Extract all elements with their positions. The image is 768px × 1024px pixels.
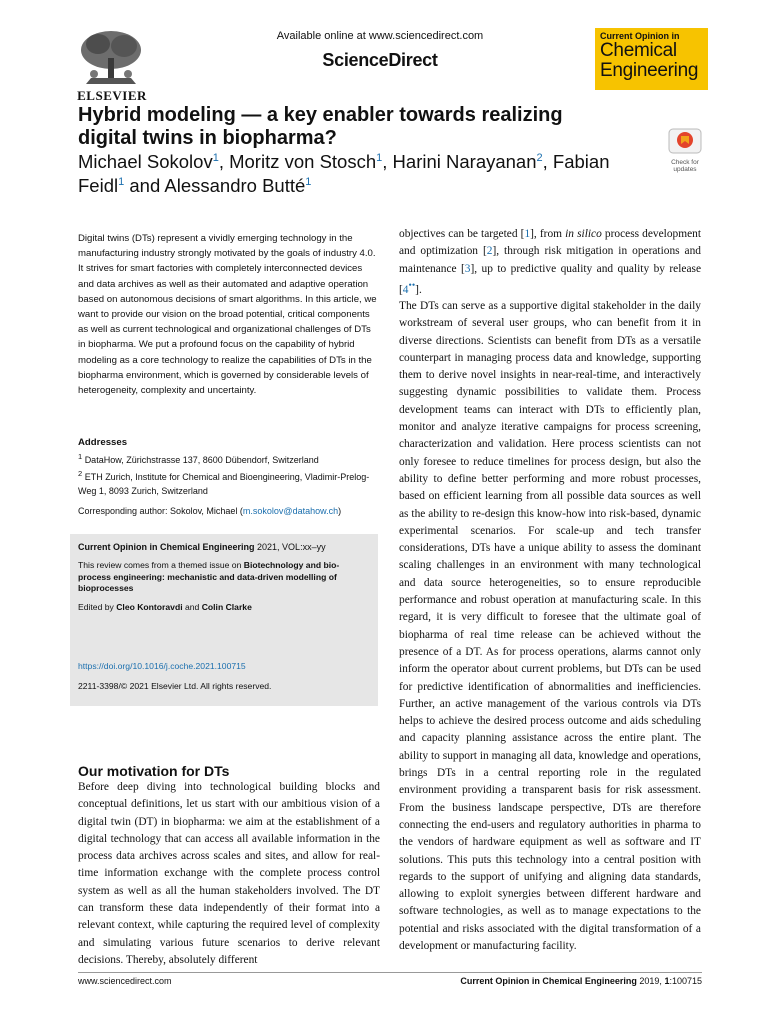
addresses-heading: Addresses [78, 437, 128, 448]
author-affiliation[interactable]: 1 [305, 175, 312, 188]
editor-1[interactable]: Cleo Kontoravdi [116, 602, 183, 612]
author-affiliation[interactable]: 1 [376, 151, 383, 164]
journal-logo-line1: Chemical [600, 40, 677, 61]
right-column-paragraph-1 [399, 226, 701, 299]
author-affiliation[interactable]: 1 [212, 151, 219, 164]
footer-divider [78, 972, 702, 973]
journal-logo-line2: Engineering [600, 60, 699, 81]
footer-citation [460, 976, 702, 986]
address-1-text: DataHow, Zürichstrasse 137, 8600 Dübendorf, Switzerland [84, 455, 319, 465]
citation-link-2[interactable]: 2 [486, 245, 493, 258]
section-heading: Our motivation for DTs [78, 763, 230, 779]
author-name[interactable]: Harini Narayanan [392, 151, 537, 172]
corresponding-email-link[interactable]: m.sokolov@datahow.ch [242, 506, 339, 516]
editor-2[interactable]: Colin Clarke [201, 602, 252, 612]
journal-logo[interactable] [595, 28, 708, 90]
author-name[interactable]: Alessandro Butté [164, 175, 306, 196]
p1-text-d: ], through risk mitigation in operations and maintenance [ [399, 245, 701, 275]
p1-text-e: ], up to predictive quality and quality by release [ [399, 262, 702, 296]
p1-text-a: objectives can be targeted [ [399, 228, 525, 240]
footer-article-number: :100715 [669, 976, 702, 986]
article-info-box [70, 534, 378, 706]
author-affiliation[interactable]: 2 [536, 151, 543, 164]
editor-join: and [182, 602, 202, 612]
box-journal-name: Current Opinion in Chemical Engineering [78, 542, 255, 552]
box-journal-line [78, 542, 326, 552]
left-column-paragraph: Before deep diving into technological building blocks and conceptual definitions, let us start with our ambitious vision of a digital twin (DT) in biopharma: we aim at the establishment of a digital technology that can access all available information in the process data archives across scales and sites, and allow for real-time information exchange with the complete process control system as well as all the human stakeholders involved. The DT can transform these data independently of their format into a relevant context, while capturing the required level of complexity and simulating various future scenarios to derive relevant decisions. Thereby, absolutely different [78, 781, 380, 966]
citation-link-3[interactable]: 3 [464, 262, 471, 275]
author-name[interactable]: Michael Sokolov [78, 151, 213, 172]
citation-link-4[interactable]: 4 [402, 283, 409, 296]
address-1: $^1$ DataHow, Zürichstrasse 137, 8600 Dübendorf, Switzerland [78, 452, 319, 465]
address-2-text: ETH Zurich, Institute for Chemical and Bioengineering, Vladimir-Prelog-Weg 1, 8093 Zurich, Switzerland [78, 472, 370, 496]
author-name[interactable]: Fabian Feidl [78, 151, 610, 196]
right-column-paragraph-2: The DTs can serve as a supportive digital stakeholder in the daily workstream of several user groups, who can benefit from it in diverse directions. Scientists can benefit from DTs as a versatile counterpart in managing process data and knowledge, supporting them to derive novel insights in near-real-time, and interactively suggesting dynamic possibilities to validate them. Process development teams can interact with DTs to efficiently plan, monitor and analyze iterative campaigns for process screening, characterization and validation. Here process scientists can not only foresee to reduce timelines for process design, but also the ability to define better performing and more robust processes, based on efficient learning from all possible data sources as well as the ability to re-design this know-how into risk-based, dynamic experimental scenarios. For scale-up and tech transfer considerations, DTs have a unique ability to assess the dominant scaling challenges in an environment with many technological and data source heterogeneities, so to ensure reproducible performance and robust operation at manufacturing scale. In this regard, it is very difficult to foresee that the ultimate goal of biopharma of real time release can be achieved without the presence of a DT. As for process operations, alarms cannot only inform the operator about current problems, but DTs can be used for predictive identification of abnormalities and inefficiencies. Further, an active management of the various controls via DTs helps to achieve the desired process outcome and aids scheduling and capacity planning assistance across the entire plant. The ability to support in managing all data, knowledge and operations, brings DTs in a central reporting role in the regulated environment providing a transparent basis for risk assessment. From the business landscape perspective, DTs are therefore connecting the end-users and regulatory authorities in pharma to the vendors of hardware equipment as well as software and IT solutions. This puts this technology into a central position with regards to the support of unifying and aligning data standards, allowing to exploit synergies between different hardware and software technologies, as well as to manage expectations to the potential and risks associated with the digital transformation of a development or manufacturing facility. [399, 300, 701, 952]
journal-logo-small: Current Opinion in [600, 31, 680, 41]
doi-link[interactable]: https://doi.org/10.1016/j.coche.2021.100715 [78, 661, 246, 671]
check-for-updates-badge[interactable] [668, 128, 702, 173]
address-2: $^2$ ETH Zurich, Institute for Chemical and Bioengineering, Vladimir-Prelog-Weg 1, 8093 Zurich, Switzerland [78, 469, 370, 496]
citation-link-1[interactable]: 1 [524, 228, 531, 240]
publisher-name: ELSEVIER [77, 88, 147, 103]
corresponding-suffix: ) [338, 506, 342, 516]
author-list: Michael Sokolov$^1$, Moritz von Stosch$^1$, Harini Narayanan$^2$, Fabian Feidl$^1$ and Alessandro Butté$^1$ [78, 151, 610, 196]
review-prefix: This review comes from a themed issue on [78, 560, 244, 570]
footer-year: 2019, [636, 976, 665, 986]
check-updates-icon [668, 128, 702, 154]
citation-4-mark: •• [408, 280, 416, 291]
footer-journal: Current Opinion in Chemical Engineering [460, 976, 637, 986]
edited-prefix: Edited by [78, 602, 117, 612]
p1-text-b: ], from [530, 228, 566, 240]
footer-website[interactable]: www.sciencedirect.com [78, 976, 172, 986]
review-theme: Biotechnology and bio-process engineering: mechanistic and data-driven modelling of bioprocesses [78, 560, 340, 593]
box-edited-by [78, 602, 252, 612]
check-updates-label: Check for updates [671, 159, 699, 173]
corresponding-author [78, 504, 378, 518]
issn-copyright: 2211-3398/© 2021 Elsevier Ltd. All rights reserved. [78, 681, 272, 691]
article-title: Hybrid modeling — a key enabler towards realizing digital twins in biopharma? [78, 104, 563, 149]
p1-text-f: ]. [415, 283, 422, 296]
corresponding-prefix: Corresponding author: Sokolov, Michael ( [78, 506, 243, 516]
author-affiliation[interactable]: 1 [118, 175, 125, 188]
p1-italic-term: in silico [565, 228, 602, 240]
box-year-volume: 2021, VOL:xx–yy [257, 542, 326, 552]
p1-text-c: process development and optimization [ [399, 228, 701, 258]
sciencedirect-title[interactable]: ScienceDirect [322, 50, 438, 70]
abstract: Digital twins (DTs) represent a vividly emerging technology in the manufacturing industry strongly motivated by the goals of industry 4.0. It strives for smart factories with completely interconnected devices and data archives as well as their automated and adaptive operation based on autonomous decisions of smart algorithms. In this article, we want to provide our vision on the broad potential, critical components as well as current technological and organizational challenges of DTs in biopharma. We put a profound focus on the capability of hybrid modeling as a core technology to realize the capabilities of DTs in the biopharma environment, which is governed by considerable levels of heterogeneity, complexity and uncertainty. [78, 233, 377, 397]
available-online-text: Available online at www.sciencedirect.com [276, 30, 484, 42]
footer-volume: 1 [664, 976, 670, 986]
author-name[interactable]: Moritz von Stosch [229, 151, 377, 172]
box-review-theme [78, 560, 372, 595]
